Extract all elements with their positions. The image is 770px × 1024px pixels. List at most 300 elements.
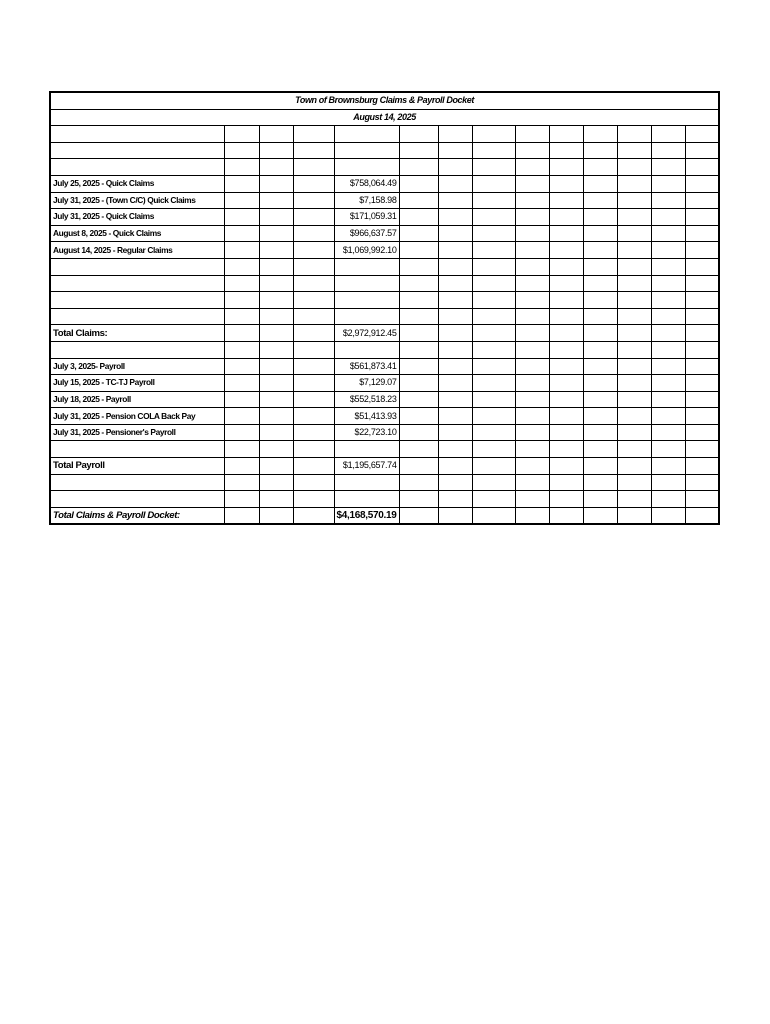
empty-cell <box>515 358 549 375</box>
empty-cell <box>293 242 334 259</box>
empty-cell <box>685 341 719 358</box>
empty-cell <box>617 192 651 209</box>
empty-cell <box>515 292 549 309</box>
empty-cell <box>259 391 293 408</box>
empty-cell <box>224 458 259 475</box>
empty-cell <box>50 474 224 491</box>
empty-cell <box>438 408 472 425</box>
empty-cell <box>549 325 583 342</box>
empty-cell <box>438 458 472 475</box>
empty-cell <box>685 441 719 458</box>
empty-cell <box>651 242 685 259</box>
line-item-label: August 14, 2025 - Regular Claims <box>50 242 224 259</box>
empty-cell <box>259 225 293 242</box>
line-item-amount: $51,413.93 <box>334 408 399 425</box>
empty-cell <box>549 192 583 209</box>
empty-cell <box>472 375 515 392</box>
empty-cell <box>50 275 224 292</box>
line-item-label: Total Claims: <box>50 325 224 342</box>
empty-cell <box>259 126 293 143</box>
empty-cell <box>224 192 259 209</box>
empty-cell <box>549 358 583 375</box>
empty-cell <box>685 458 719 475</box>
empty-cell <box>259 308 293 325</box>
empty-cell <box>583 408 617 425</box>
empty-cell <box>259 142 293 159</box>
empty-cell <box>549 408 583 425</box>
empty-cell <box>549 474 583 491</box>
empty-cell <box>438 209 472 226</box>
line-item-amount: $1,195,657.74 <box>334 458 399 475</box>
payroll-row <box>50 391 719 408</box>
empty-cell <box>259 192 293 209</box>
empty-row <box>50 308 719 325</box>
empty-cell <box>583 474 617 491</box>
empty-cell <box>472 258 515 275</box>
empty-cell <box>334 142 399 159</box>
empty-cell <box>549 507 583 524</box>
claim-row <box>50 225 719 242</box>
empty-cell <box>515 408 549 425</box>
empty-cell <box>259 408 293 425</box>
empty-cell <box>399 458 438 475</box>
empty-cell <box>224 142 259 159</box>
empty-cell <box>334 292 399 309</box>
empty-cell <box>259 341 293 358</box>
empty-cell <box>259 358 293 375</box>
empty-cell <box>293 491 334 508</box>
empty-cell <box>685 126 719 143</box>
empty-cell <box>583 142 617 159</box>
payroll-row <box>50 424 719 441</box>
empty-cell <box>334 275 399 292</box>
empty-cell <box>224 358 259 375</box>
empty-cell <box>549 126 583 143</box>
empty-cell <box>334 126 399 143</box>
empty-cell <box>438 308 472 325</box>
empty-cell <box>472 424 515 441</box>
empty-cell <box>293 375 334 392</box>
empty-cell <box>293 292 334 309</box>
empty-cell <box>685 292 719 309</box>
empty-cell <box>224 209 259 226</box>
empty-cell <box>293 275 334 292</box>
empty-cell <box>472 458 515 475</box>
empty-cell <box>50 441 224 458</box>
empty-cell <box>50 258 224 275</box>
empty-cell <box>472 242 515 259</box>
line-item-amount: $2,972,912.45 <box>334 325 399 342</box>
payroll-row <box>50 358 719 375</box>
empty-cell <box>651 175 685 192</box>
empty-cell <box>438 225 472 242</box>
empty-cell <box>399 507 438 524</box>
line-item-amount: $1,069,992.10 <box>334 242 399 259</box>
line-item-label: July 3, 2025- Payroll <box>50 358 224 375</box>
empty-cell <box>399 292 438 309</box>
empty-cell <box>293 308 334 325</box>
empty-cell <box>515 242 549 259</box>
empty-cell <box>399 391 438 408</box>
line-item-label: July 31, 2025 - Quick Claims <box>50 209 224 226</box>
empty-cell <box>583 441 617 458</box>
line-item-label: July 18, 2025 - Payroll <box>50 391 224 408</box>
docket-date-row <box>50 109 719 126</box>
empty-cell <box>583 175 617 192</box>
empty-cell <box>399 175 438 192</box>
empty-cell <box>438 192 472 209</box>
empty-cell <box>399 308 438 325</box>
empty-cell <box>293 358 334 375</box>
empty-cell <box>224 491 259 508</box>
empty-cell <box>50 292 224 309</box>
empty-cell <box>685 175 719 192</box>
empty-cell <box>224 341 259 358</box>
empty-cell <box>549 375 583 392</box>
empty-cell <box>224 242 259 259</box>
empty-cell <box>224 225 259 242</box>
empty-cell <box>685 325 719 342</box>
empty-cell <box>334 491 399 508</box>
empty-cell <box>651 325 685 342</box>
empty-cell <box>224 258 259 275</box>
empty-cell <box>549 175 583 192</box>
empty-cell <box>399 142 438 159</box>
empty-cell <box>259 325 293 342</box>
empty-cell <box>224 126 259 143</box>
docket-table <box>49 91 720 525</box>
empty-cell <box>399 341 438 358</box>
empty-cell <box>651 375 685 392</box>
empty-cell <box>334 441 399 458</box>
empty-cell <box>515 126 549 143</box>
empty-cell <box>224 391 259 408</box>
empty-cell <box>293 126 334 143</box>
empty-cell <box>224 325 259 342</box>
empty-cell <box>685 308 719 325</box>
empty-cell <box>583 491 617 508</box>
empty-cell <box>472 192 515 209</box>
empty-cell <box>224 292 259 309</box>
line-item-label: July 25, 2025 - Quick Claims <box>50 175 224 192</box>
empty-cell <box>472 341 515 358</box>
empty-cell <box>617 358 651 375</box>
empty-cell <box>651 308 685 325</box>
empty-cell <box>617 292 651 309</box>
empty-cell <box>399 375 438 392</box>
empty-cell <box>50 142 224 159</box>
empty-cell <box>50 341 224 358</box>
empty-cell <box>515 192 549 209</box>
empty-cell <box>515 341 549 358</box>
line-item-amount: $966,637.57 <box>334 225 399 242</box>
empty-cell <box>259 258 293 275</box>
empty-cell <box>617 325 651 342</box>
empty-cell <box>651 209 685 226</box>
empty-cell <box>438 375 472 392</box>
empty-cell <box>399 242 438 259</box>
empty-cell <box>583 209 617 226</box>
line-item-amount: $7,129.07 <box>334 375 399 392</box>
empty-cell <box>259 507 293 524</box>
empty-cell <box>583 308 617 325</box>
empty-cell <box>438 159 472 176</box>
empty-row <box>50 491 719 508</box>
empty-cell <box>293 325 334 342</box>
empty-cell <box>259 275 293 292</box>
empty-cell <box>515 491 549 508</box>
empty-cell <box>399 192 438 209</box>
empty-cell <box>617 175 651 192</box>
empty-row <box>50 275 719 292</box>
empty-cell <box>685 424 719 441</box>
total-claims-row <box>50 325 719 342</box>
empty-cell <box>438 292 472 309</box>
empty-cell <box>224 424 259 441</box>
empty-cell <box>472 507 515 524</box>
line-item-amount: $552,518.23 <box>334 391 399 408</box>
empty-cell <box>224 474 259 491</box>
empty-cell <box>651 192 685 209</box>
empty-cell <box>293 424 334 441</box>
docket-title-row <box>50 92 719 109</box>
claim-row <box>50 209 719 226</box>
empty-cell <box>651 292 685 309</box>
payroll-row <box>50 408 719 425</box>
empty-cell <box>583 258 617 275</box>
empty-cell <box>685 142 719 159</box>
empty-cell <box>515 458 549 475</box>
empty-cell <box>399 424 438 441</box>
empty-cell <box>685 375 719 392</box>
empty-cell <box>472 159 515 176</box>
empty-cell <box>549 292 583 309</box>
empty-cell <box>651 358 685 375</box>
empty-cell <box>515 474 549 491</box>
empty-cell <box>685 491 719 508</box>
empty-cell <box>515 142 549 159</box>
line-item-label: July 31, 2025 - Pension COLA Back Pay <box>50 408 224 425</box>
empty-cell <box>399 474 438 491</box>
empty-cell <box>617 275 651 292</box>
empty-cell <box>50 126 224 143</box>
empty-cell <box>651 408 685 425</box>
empty-cell <box>549 458 583 475</box>
empty-cell <box>583 242 617 259</box>
empty-cell <box>472 126 515 143</box>
empty-cell <box>259 292 293 309</box>
empty-cell <box>293 341 334 358</box>
empty-cell <box>259 474 293 491</box>
empty-cell <box>399 209 438 226</box>
empty-cell <box>651 225 685 242</box>
empty-cell <box>651 159 685 176</box>
empty-cell <box>617 308 651 325</box>
empty-row <box>50 441 719 458</box>
payroll-row <box>50 375 719 392</box>
empty-cell <box>293 175 334 192</box>
docket-date: August 14, 2025 <box>50 109 719 126</box>
empty-cell <box>583 126 617 143</box>
empty-cell <box>515 325 549 342</box>
empty-cell <box>438 175 472 192</box>
empty-cell <box>438 258 472 275</box>
line-item-amount: $7,158.98 <box>334 192 399 209</box>
empty-cell <box>617 441 651 458</box>
empty-cell <box>651 142 685 159</box>
line-item-label: July 31, 2025 - Pensioner's Payroll <box>50 424 224 441</box>
empty-cell <box>293 142 334 159</box>
empty-cell <box>259 209 293 226</box>
line-item-label: Total Claims & Payroll Docket: <box>50 507 224 524</box>
empty-cell <box>472 391 515 408</box>
empty-cell <box>515 225 549 242</box>
empty-cell <box>651 507 685 524</box>
empty-cell <box>472 275 515 292</box>
empty-cell <box>259 441 293 458</box>
empty-cell <box>472 225 515 242</box>
empty-cell <box>224 175 259 192</box>
empty-cell <box>334 159 399 176</box>
empty-cell <box>399 491 438 508</box>
empty-cell <box>224 275 259 292</box>
empty-cell <box>583 192 617 209</box>
line-item-amount: $561,873.41 <box>334 358 399 375</box>
empty-cell <box>549 341 583 358</box>
empty-cell <box>617 126 651 143</box>
empty-cell <box>583 424 617 441</box>
empty-cell <box>515 275 549 292</box>
empty-cell <box>293 441 334 458</box>
empty-cell <box>438 507 472 524</box>
empty-cell <box>549 275 583 292</box>
empty-cell <box>617 491 651 508</box>
empty-cell <box>399 325 438 342</box>
empty-cell <box>293 391 334 408</box>
empty-cell <box>50 491 224 508</box>
empty-cell <box>685 391 719 408</box>
empty-cell <box>583 159 617 176</box>
empty-cell <box>549 391 583 408</box>
empty-cell <box>549 424 583 441</box>
empty-cell <box>334 474 399 491</box>
empty-cell <box>651 126 685 143</box>
empty-cell <box>651 491 685 508</box>
empty-cell <box>685 192 719 209</box>
empty-cell <box>293 458 334 475</box>
empty-cell <box>617 507 651 524</box>
empty-cell <box>651 391 685 408</box>
docket-title: Town of Brownsburg Claims & Payroll Docket <box>50 92 719 109</box>
empty-cell <box>583 341 617 358</box>
claim-row <box>50 192 719 209</box>
empty-cell <box>334 258 399 275</box>
empty-cell <box>293 507 334 524</box>
empty-cell <box>685 225 719 242</box>
empty-cell <box>515 308 549 325</box>
empty-cell <box>472 358 515 375</box>
empty-cell <box>259 375 293 392</box>
empty-cell <box>224 375 259 392</box>
empty-cell <box>293 225 334 242</box>
empty-cell <box>259 424 293 441</box>
empty-cell <box>259 242 293 259</box>
empty-cell <box>259 491 293 508</box>
empty-cell <box>617 142 651 159</box>
empty-cell <box>438 491 472 508</box>
line-item-label: July 15, 2025 - TC-TJ Payroll <box>50 375 224 392</box>
empty-cell <box>651 341 685 358</box>
claim-row <box>50 242 719 259</box>
empty-cell <box>438 424 472 441</box>
empty-cell <box>399 358 438 375</box>
empty-cell <box>293 192 334 209</box>
line-item-amount: $22,723.10 <box>334 424 399 441</box>
empty-row <box>50 474 719 491</box>
empty-cell <box>399 225 438 242</box>
empty-cell <box>515 424 549 441</box>
empty-cell <box>472 408 515 425</box>
empty-cell <box>617 391 651 408</box>
empty-cell <box>224 308 259 325</box>
empty-cell <box>472 491 515 508</box>
empty-cell <box>293 408 334 425</box>
empty-cell <box>293 159 334 176</box>
total-payroll-row <box>50 458 719 475</box>
empty-cell <box>617 474 651 491</box>
empty-cell <box>515 175 549 192</box>
empty-cell <box>515 375 549 392</box>
empty-cell <box>438 341 472 358</box>
empty-cell <box>50 308 224 325</box>
empty-cell <box>685 358 719 375</box>
empty-cell <box>549 242 583 259</box>
empty-cell <box>549 258 583 275</box>
empty-cell <box>515 159 549 176</box>
empty-cell <box>438 242 472 259</box>
empty-cell <box>399 126 438 143</box>
empty-cell <box>549 209 583 226</box>
empty-row <box>50 159 719 176</box>
empty-cell <box>399 408 438 425</box>
empty-cell <box>685 275 719 292</box>
empty-cell <box>472 474 515 491</box>
empty-cell <box>472 209 515 226</box>
empty-cell <box>549 441 583 458</box>
line-item-amount: $171,059.31 <box>334 209 399 226</box>
empty-cell <box>515 507 549 524</box>
empty-cell <box>685 242 719 259</box>
empty-cell <box>549 491 583 508</box>
empty-cell <box>515 209 549 226</box>
empty-cell <box>617 408 651 425</box>
line-item-label: July 31, 2025 - (Town C/C) Quick Claims <box>50 192 224 209</box>
empty-cell <box>293 474 334 491</box>
empty-cell <box>259 175 293 192</box>
empty-cell <box>685 474 719 491</box>
empty-cell <box>617 258 651 275</box>
empty-cell <box>685 209 719 226</box>
empty-cell <box>259 159 293 176</box>
empty-cell <box>617 242 651 259</box>
empty-cell <box>549 308 583 325</box>
empty-cell <box>259 458 293 475</box>
empty-row <box>50 341 719 358</box>
empty-cell <box>583 325 617 342</box>
empty-cell <box>549 159 583 176</box>
empty-cell <box>583 275 617 292</box>
empty-cell <box>651 458 685 475</box>
